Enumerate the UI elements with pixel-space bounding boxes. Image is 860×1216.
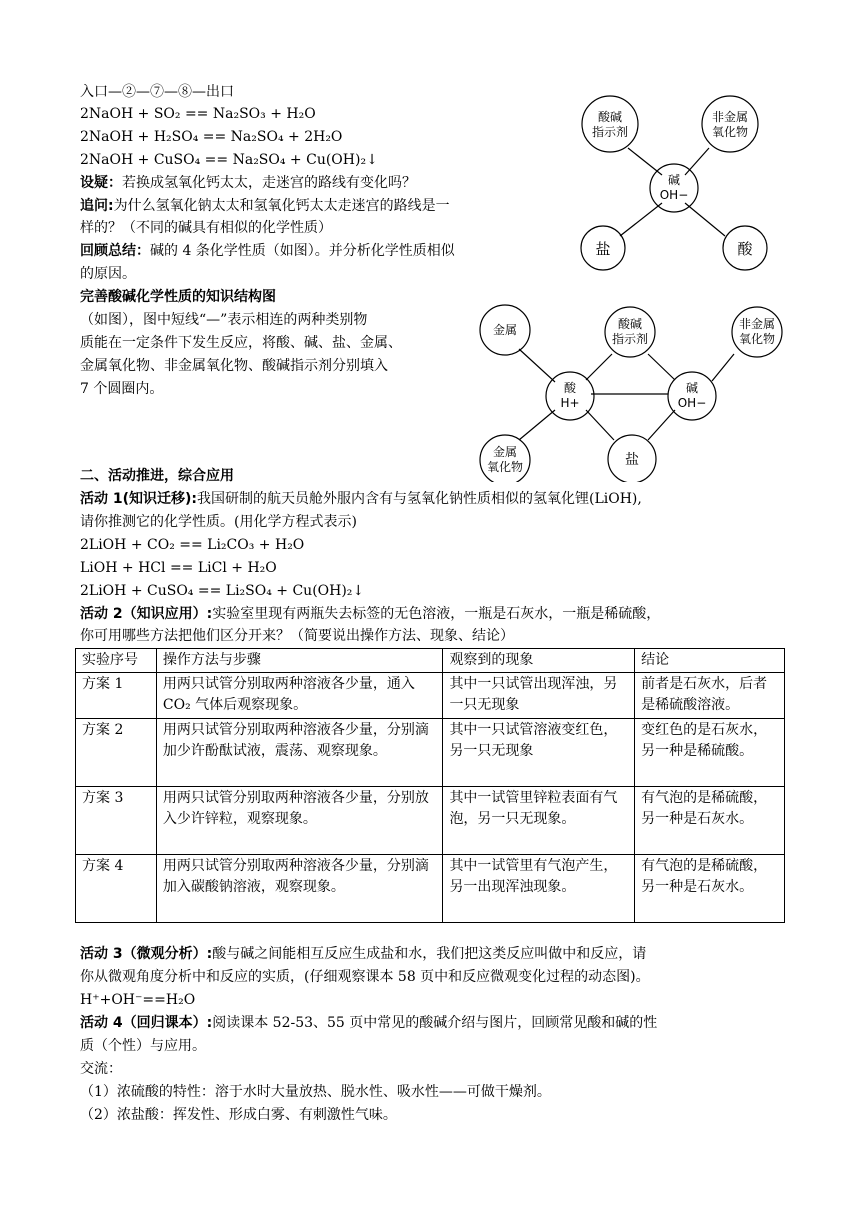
summary-cont: 的原因。 bbox=[80, 266, 136, 282]
equation-lioh-co2: 2LiOH + CO₂ == Li₂CO₃ + H₂O bbox=[80, 537, 305, 553]
kb-line-1: （如图），图中短线“—”表示相连的两种类别物 bbox=[80, 312, 368, 328]
d1-indicator-line1: 酸碱 bbox=[597, 110, 623, 124]
summary-text: 碱的 4 条化学性质（如图）。并分析化学性质相似 bbox=[150, 243, 455, 259]
table-header-row bbox=[76, 649, 785, 673]
activity-4-text: 阅读课本 52-53、55 页中常见的酸碱介绍与图片，回顾常见酸和碱的性 bbox=[212, 1015, 658, 1031]
d1-acid: 酸 bbox=[737, 240, 753, 258]
activity-4-label: 活动 4（回归课本）: bbox=[80, 1015, 213, 1031]
summary bbox=[80, 241, 455, 261]
table-cell: 用两只试管分别取两种溶液各少量，分别放入少许锌粒，观察现象。 bbox=[156, 787, 443, 855]
exchange-label: 交流： bbox=[80, 1061, 122, 1077]
table-header: 操作方法与步骤 bbox=[156, 649, 443, 673]
d1-base-line2: OH− bbox=[659, 188, 689, 202]
question-2-cont: 样的？（不同的碱具有相似的化学性质） bbox=[80, 220, 332, 236]
base-properties-diagram bbox=[570, 88, 780, 278]
activity-1-cont: 请你推测它的化学性质。(用化学方程式表示) bbox=[80, 514, 357, 530]
equation-lioh-cuso4: 2LiOH + CuSO₄ == Li₂SO₄ + Cu(OH)₂↓ bbox=[80, 583, 365, 599]
d2-nonmetal-oxide-line1: 非金属 bbox=[738, 317, 776, 331]
equation-naoh-cuso4: 2NaOH + CuSO₄ == Na₂SO₄ + Cu(OH)₂↓ bbox=[80, 152, 378, 168]
activity-2 bbox=[80, 604, 660, 624]
d2-acid-line1: 酸 bbox=[563, 381, 577, 395]
neutralization-equation: H⁺+OH⁻==H₂O bbox=[80, 992, 196, 1008]
d1-nonmetal-oxide-line1: 非金属 bbox=[711, 110, 749, 124]
route-line: 入口—②—⑦—⑧—出口 bbox=[80, 84, 234, 100]
table-cell: 其中一只试管溶液变红色，另一只无现象 bbox=[443, 719, 635, 787]
d2-nonmetal-oxide-line2: 氧化物 bbox=[738, 332, 776, 346]
d2-indicator-line1: 酸碱 bbox=[617, 317, 643, 331]
table-cell: 方案 4 bbox=[76, 855, 157, 923]
d2-salt: 盐 bbox=[625, 452, 639, 468]
table-cell: 其中一只试管出现浑浊，另一只无现象 bbox=[443, 673, 635, 719]
point-1: （1）浓硫酸的特性：溶于水时大量放热、脱水性、吸水性——可做干燥剂。 bbox=[80, 1084, 551, 1100]
table-row bbox=[76, 673, 785, 719]
summary-label: 回顾总结： bbox=[80, 243, 150, 259]
table-row bbox=[76, 855, 785, 923]
activity-3-label: 活动 3（微观分析）: bbox=[80, 946, 213, 962]
d1-base-line1: 碱 bbox=[667, 173, 681, 187]
question-2 bbox=[80, 196, 450, 216]
activity-3 bbox=[80, 944, 646, 964]
kb-line-3: 金属氧化物、非金属氧化物、酸碱指示剂分别填入 bbox=[80, 358, 388, 374]
table-cell: 方案 2 bbox=[76, 719, 157, 787]
activity-2-cont: 你可用哪些方法把他们区分开来？（简要说出操作方法、现象、结论） bbox=[80, 628, 514, 644]
table-cell: 其中一试管里锌粒表面有气泡，另一只无现象。 bbox=[443, 787, 635, 855]
table-header: 结论 bbox=[635, 649, 785, 673]
activity-1 bbox=[80, 489, 642, 509]
d2-metal-oxide-line2: 氧化物 bbox=[486, 460, 524, 474]
d1-salt: 盐 bbox=[595, 240, 611, 258]
kb-line-2: 质能在一定条件下发生反应，将酸、碱、盐、金属、 bbox=[80, 335, 402, 351]
d2-base-line2: OH− bbox=[677, 396, 707, 410]
d2-base-line1: 碱 bbox=[685, 381, 699, 395]
table-cell: 前者是石灰水，后者是稀硫酸溶液。 bbox=[635, 673, 785, 719]
table-header: 观察到的现象 bbox=[443, 649, 635, 673]
acid-base-structure-diagram bbox=[472, 302, 792, 482]
activity-1-text: 我国研制的航天员舱外服内含有与氢氧化钠性质相似的氢氧化锂(LiOH), bbox=[197, 491, 642, 507]
activity-2-label: 活动 2（知识应用）: bbox=[80, 606, 213, 622]
activity-3-text: 酸与碱之间能相互反应生成盐和水，我们把这类反应叫做中和反应，请 bbox=[212, 946, 647, 962]
equation-naoh-h2so4: 2NaOH + H₂SO₄ == Na₂SO₄ + 2H₂O bbox=[80, 129, 343, 145]
activity-1-label: 活动 1(知识迁移): bbox=[80, 491, 198, 507]
table-cell: 方案 3 bbox=[76, 787, 157, 855]
table-cell: 方案 1 bbox=[76, 673, 157, 719]
question-1 bbox=[80, 173, 416, 193]
table-header: 实验序号 bbox=[76, 649, 157, 673]
table-row bbox=[76, 719, 785, 787]
d1-indicator-line2: 指示剂 bbox=[591, 125, 629, 139]
kb-line-4: 7 个圆圈内。 bbox=[80, 381, 164, 397]
table-cell: 用两只试管分别取两种溶液各少量，通入 CO₂ 气体后观察现象。 bbox=[156, 673, 443, 719]
table-cell: 变红色的是石灰水，另一种是稀硫酸。 bbox=[635, 719, 785, 787]
activity-3-cont: 你从微观角度分析中和反应的实质，(仔细观察课本 58 页中和反应微观变化过程的动态图)。 bbox=[80, 969, 650, 985]
d2-metal: 金属 bbox=[492, 323, 518, 337]
question-2-label: 追问: bbox=[80, 198, 114, 214]
section-2-heading: 二、活动推进，综合应用 bbox=[80, 468, 234, 484]
question-1-text: 若换成氢氧化钙太太，走迷宫的路线有变化吗？ bbox=[122, 175, 416, 191]
table-cell: 有气泡的是稀硫酸，另一种是石灰水。 bbox=[635, 787, 785, 855]
d2-acid-line2: H+ bbox=[560, 396, 580, 410]
activity-2-text: 实验室里现有两瓶失去标签的无色溶液，一瓶是石灰水，一瓶是稀硫酸， bbox=[212, 606, 661, 622]
equation-naoh-so2: 2NaOH + SO₂ == Na₂SO₃ + H₂O bbox=[80, 106, 316, 122]
table-cell: 用两只试管分别取两种溶液各少量，分别滴加少许酚酞试液，震荡、观察现象。 bbox=[156, 719, 443, 787]
knowledge-structure-title: 完善酸碱化学性质的知识结构图 bbox=[80, 289, 276, 305]
table-row bbox=[76, 787, 785, 855]
question-1-label: 设疑： bbox=[80, 175, 122, 191]
d2-indicator-line2: 指示剂 bbox=[611, 332, 649, 346]
experiment-table bbox=[75, 648, 785, 923]
equation-lioh-hcl: LiOH + HCl == LiCl + H₂O bbox=[80, 560, 277, 576]
question-2-text: 为什么氢氧化钠太太和氢氧化钙太太走迷宫的路线是一 bbox=[113, 198, 450, 214]
activity-4-cont: 质（个性）与应用。 bbox=[80, 1038, 206, 1054]
point-2: （2）浓盐酸：挥发性、形成白雾、有刺激性气味。 bbox=[80, 1107, 397, 1123]
table-cell: 有气泡的是稀硫酸，另一种是石灰水。 bbox=[635, 855, 785, 923]
d2-metal-oxide-line1: 金属 bbox=[492, 445, 518, 459]
d1-nonmetal-oxide-line2: 氧化物 bbox=[711, 125, 749, 139]
activity-4 bbox=[80, 1013, 657, 1033]
table-cell: 其中一试管里有气泡产生，另一出现浑浊现象。 bbox=[443, 855, 635, 923]
table-cell: 用两只试管分别取两种溶液各少量，分别滴加入碳酸钠溶液，观察现象。 bbox=[156, 855, 443, 923]
